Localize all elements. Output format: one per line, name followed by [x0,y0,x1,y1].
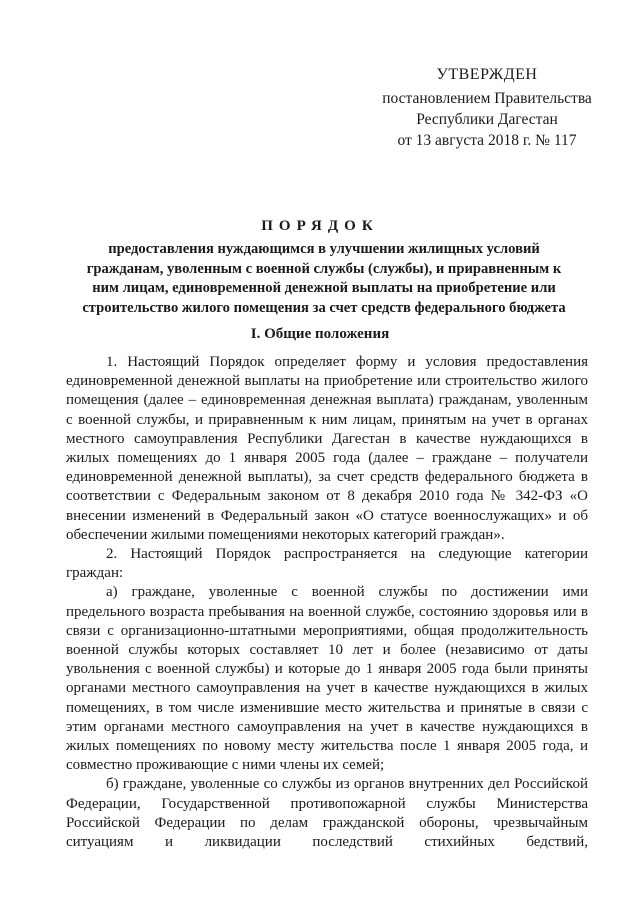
document-subtitle [64,240,584,318]
approval-block [372,64,602,151]
subtitle-line: предоставления нуждающимся в улучшении жилищных условий [108,241,540,257]
approval-stamp: УТВЕРЖДЕН [436,66,538,83]
subtitle-line: ним лицам, единовременной денежной выплаты на приобретение или [92,280,556,297]
document-title: ПОРЯДОК [261,218,379,234]
subtitle-line: гражданам, уволенным с военной службы (службы), и приравненным к [86,260,562,277]
subparagraph-b: б) граждане, уволенные со службы из органов внутренних дел Российской Федерации, Государственной противопожарной службы Министерства Российской Федерации по делам гражданской обороны, чрезвычайным ситуациям и ликвидации последствий стихийных бедствий, [66,776,588,851]
paragraph-2: 2. Настоящий Порядок распространяется на следующие категории граждан: [66,546,588,582]
section-heading: I. Общие положения [250,326,390,342]
approval-line: Республики Дагестан [416,111,558,128]
subparagraph-a: а) граждане, уволенные с военной службы по достижении ими предельного возраста пребывания на военной службе, состоянию здоровья или в связи с организационно-штатными мероприятиями, общая продолжительность военной службы которых составляет 10 лет и более (независимо от даты увольнения с военной службы) и которые до 1 января 2005 года были приняты органами местного самоуправления на учет в качестве нуждающихся в жилых помещениях, в том числе изменившие место жительства и принятые в связи с этим органами местного самоуправления на учет в качестве нуждающихся в жилых помещениях по новому месту жительства после 1 января 2005 года, и совместно проживающие с ними члены их семей; [66,584,588,774]
document-body [66,353,588,852]
paragraph-1: 1. Настоящий Порядок определяет форму и условия предоставления единовременной денежной выплаты на приобретение или строительство жилого помещения (далее – единовременная денежная выплата) гражданам, уволенным с военной службы, и приравненным к ним лицам, принятым на учет в органах местного самоуправления Республики Дагестан в качестве нуждающихся в жилых помещениях до 1 января 2005 года (далее – граждане – получатели единовременной денежной выплаты), за счет средств федерального бюджета в соответствии с Федеральным законом от 8 декабря 2010 года № 342-ФЗ «О внесении изменений в Федеральный закон «О статусе военнослужащих» и об обеспечении жилыми помещениями некоторых категорий граждан». [66,354,588,543]
approval-line: постановлением Правительства [382,90,592,107]
subtitle-line: строительство жилого помещения за счет средств федерального бюджета [82,299,566,316]
approval-line: от 13 августа 2018 г. № 117 [397,132,577,149]
